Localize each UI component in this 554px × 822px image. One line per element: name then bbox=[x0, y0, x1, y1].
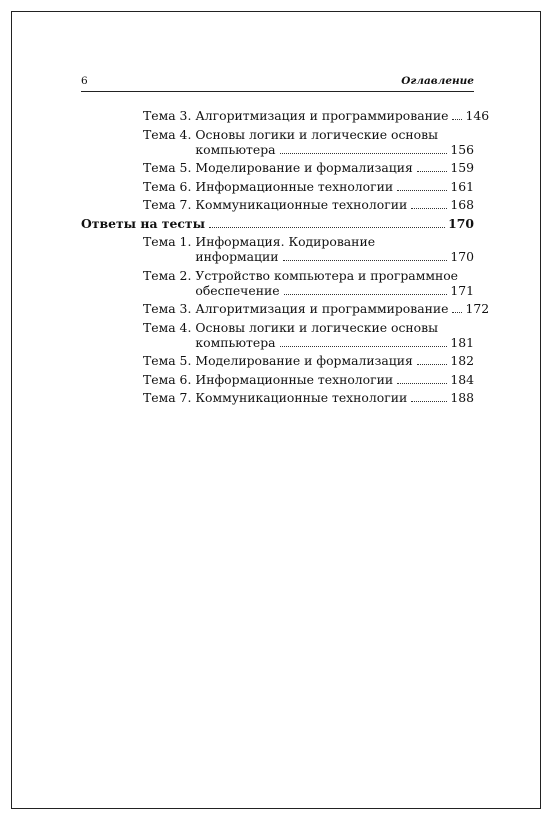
toc-entry-line bbox=[195, 372, 474, 387]
toc-entry-line bbox=[195, 390, 474, 405]
dot-leader bbox=[411, 401, 447, 402]
toc-entry bbox=[81, 301, 490, 316]
toc-entry-prefix: Тема 6. bbox=[143, 371, 192, 387]
toc-page-number: 171 bbox=[450, 282, 474, 298]
toc-entry-prefix: Тема 5. bbox=[143, 160, 192, 175]
toc-entry-title: Информационные технологии bbox=[195, 371, 394, 387]
toc-entry-line bbox=[195, 249, 474, 264]
toc-entry-prefix: Тема 4. bbox=[143, 126, 192, 142]
toc-entry bbox=[81, 197, 474, 212]
toc-page-number: 159 bbox=[450, 160, 474, 175]
toc-entry bbox=[81, 390, 474, 405]
toc-page-number: 156 bbox=[450, 141, 474, 157]
toc-entry-body bbox=[191, 353, 474, 368]
toc-entry-title: Информация. Кодирование bbox=[195, 234, 376, 249]
toc-entry-title: Коммуникационные технологии bbox=[195, 197, 408, 212]
toc-entry bbox=[81, 320, 474, 350]
toc-page-number: 188 bbox=[450, 390, 474, 405]
toc-entry-prefix: Тема 6. bbox=[143, 178, 192, 194]
dot-leader bbox=[284, 294, 448, 295]
dot-leader bbox=[209, 227, 445, 228]
dot-leader bbox=[280, 346, 448, 347]
toc-entry-line bbox=[195, 353, 474, 368]
toc-entry-line bbox=[195, 283, 474, 298]
page-header bbox=[81, 75, 474, 92]
toc-page-number: 184 bbox=[450, 371, 474, 387]
toc-entry-body bbox=[191, 234, 474, 264]
toc-entry-title: компьютера bbox=[195, 141, 276, 157]
toc-page-number: 170 bbox=[448, 215, 474, 231]
dot-leader bbox=[452, 119, 462, 120]
toc-entry-title: обеспечение bbox=[195, 282, 280, 298]
dot-leader bbox=[452, 312, 462, 313]
toc-entry-line bbox=[195, 142, 474, 157]
toc-entry bbox=[81, 353, 474, 368]
toc-entry-title: Алгоритмизация и программирование bbox=[195, 108, 449, 123]
toc-entry-prefix: Тема 4. bbox=[143, 319, 192, 335]
dot-leader bbox=[280, 153, 448, 154]
toc-entry-line bbox=[205, 216, 474, 231]
toc-page-number: 146 bbox=[465, 108, 490, 123]
toc-entry-body bbox=[191, 179, 474, 194]
toc-entry-title: Информационные технологии bbox=[195, 178, 394, 194]
toc-entry bbox=[81, 268, 474, 298]
toc-entry-prefix: Тема 2. bbox=[143, 267, 192, 283]
toc-page-number: 161 bbox=[450, 178, 474, 194]
toc-entry-prefix: Тема 7. bbox=[143, 197, 192, 212]
toc-entry-line bbox=[195, 234, 474, 249]
dot-leader bbox=[397, 190, 447, 191]
toc-entry bbox=[81, 372, 474, 387]
dot-leader bbox=[417, 364, 448, 365]
toc-entry bbox=[81, 234, 474, 264]
toc-entry-body bbox=[191, 108, 489, 123]
dot-leader bbox=[283, 260, 448, 261]
toc-entry-prefix: Тема 3. bbox=[143, 108, 192, 123]
toc-entry-title: информации bbox=[195, 249, 279, 264]
toc-page-number: 182 bbox=[450, 353, 474, 368]
toc-entry-body bbox=[191, 268, 474, 298]
toc-entry bbox=[81, 179, 474, 194]
toc-entry-body bbox=[191, 160, 474, 175]
toc-entry-body bbox=[191, 372, 474, 387]
toc-entry-title: Коммуникационные технологии bbox=[195, 390, 408, 405]
toc-entry-prefix: Ответы на тесты bbox=[81, 215, 205, 231]
toc-entry-body bbox=[191, 301, 489, 316]
toc-entry-title: компьютера bbox=[195, 334, 276, 350]
toc-entry-prefix: Тема 1. bbox=[143, 234, 192, 249]
table-of-contents bbox=[81, 108, 490, 409]
toc-entry-line bbox=[195, 160, 474, 175]
toc-entry-line bbox=[195, 127, 474, 142]
toc-entry-prefix: Тема 7. bbox=[143, 390, 192, 405]
toc-entry-body bbox=[191, 390, 474, 405]
toc-entry-title: Основы логики и логические основы bbox=[195, 319, 438, 335]
toc-entry-line bbox=[195, 197, 474, 212]
toc-entry bbox=[81, 108, 490, 123]
toc-page-number: 168 bbox=[450, 197, 474, 212]
toc-entry-line bbox=[195, 108, 489, 123]
toc-entry-title: Моделирование и формализация bbox=[195, 160, 413, 175]
toc-entry-title: Моделирование и формализация bbox=[195, 353, 413, 368]
toc-entry-line bbox=[195, 179, 474, 194]
toc-entry-prefix: Тема 5. bbox=[143, 353, 192, 368]
toc-entry-body bbox=[191, 197, 474, 212]
page-number: 6 bbox=[81, 75, 88, 87]
toc-entry-line bbox=[195, 335, 474, 350]
toc-entry-body bbox=[191, 127, 474, 157]
toc-page-number: 181 bbox=[450, 334, 474, 350]
dot-leader bbox=[397, 383, 447, 384]
toc-page-number: 170 bbox=[450, 249, 474, 264]
toc-entry-line bbox=[195, 320, 474, 335]
toc-entry bbox=[81, 127, 474, 157]
toc-entry bbox=[81, 160, 474, 175]
toc-entry-prefix: Тема 3. bbox=[143, 301, 192, 316]
running-title: Оглавление bbox=[401, 75, 474, 87]
toc-entry-body bbox=[191, 320, 474, 350]
dot-leader bbox=[411, 208, 447, 209]
toc-entry-title: Устройство компьютера и программное bbox=[195, 267, 459, 283]
toc-entry-body bbox=[205, 216, 474, 231]
toc-section-entry bbox=[81, 216, 474, 231]
toc-entry-line bbox=[195, 301, 489, 316]
toc-page-number: 172 bbox=[465, 301, 490, 316]
toc-entry-title: Алгоритмизация и программирование bbox=[195, 301, 449, 316]
dot-leader bbox=[417, 171, 448, 172]
toc-entry-title: Основы логики и логические основы bbox=[195, 126, 438, 142]
toc-entry-line bbox=[195, 268, 474, 283]
